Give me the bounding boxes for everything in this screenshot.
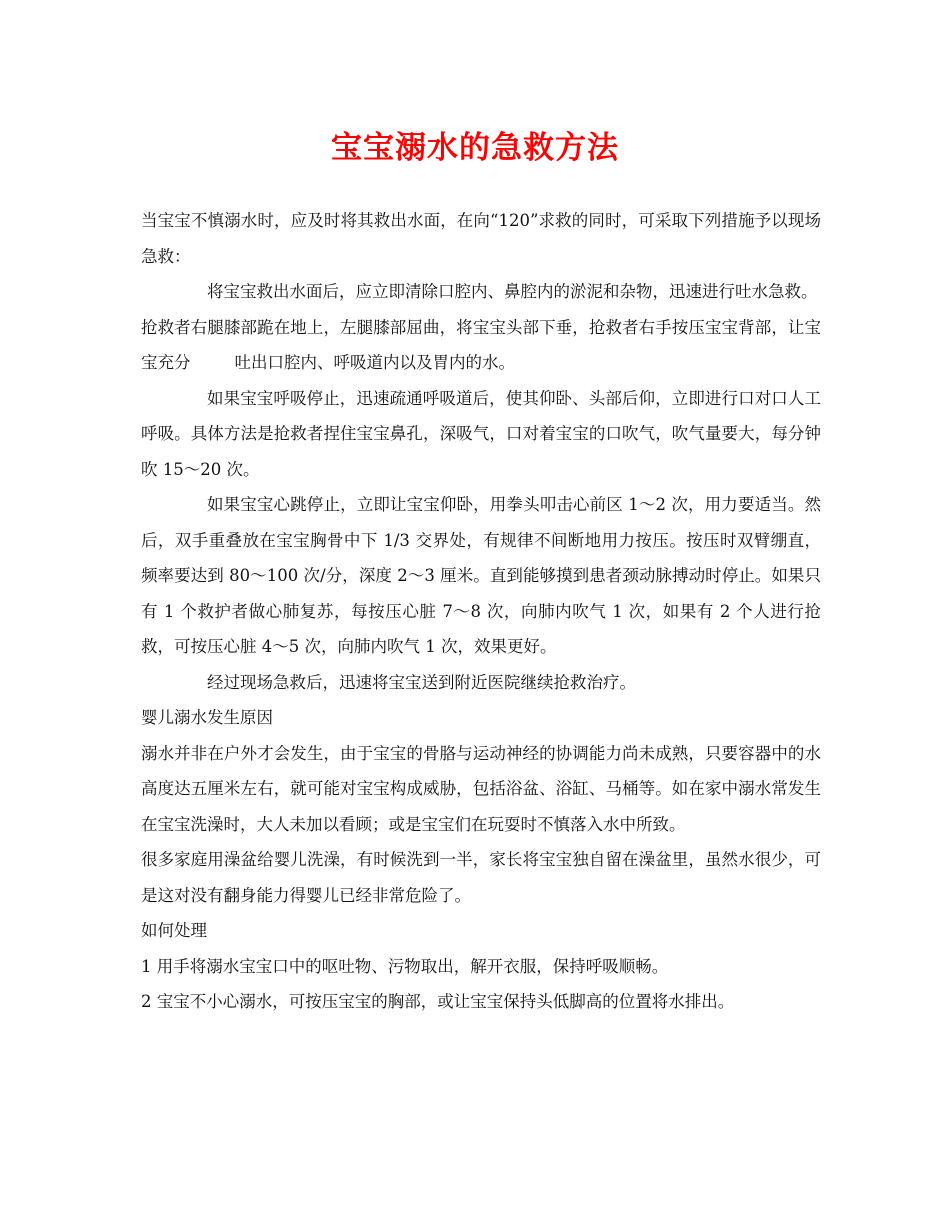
section-heading-causes: 婴儿溺水发生原因 <box>141 708 273 727</box>
causes-paragraph: 溺水并非在户外才会发生，由于宝宝的骨胳与运动神经的协调能力尚未成熟，只要容器中的水高度达五厘米左右，就可能对宝宝构成威胁，包括浴盆、浴缸、马桶等。如在家中溺水常发生在宝宝洗澡时，大人未加以看顾；或是宝宝们在玩耍时不慎落入水中所致。 <box>141 743 821 834</box>
hospital-paragraph: 经过现场急救后，迅速将宝宝送到附近医院继续抢救治疗。 <box>207 672 636 692</box>
bathtub-paragraph: 很多家庭用澡盆给婴儿洗澡，有时候洗到一半，家长将宝宝独自留在澡盆里，虽然水很少，可是这对没有翻身能力得婴儿已经非常危险了。 <box>141 850 821 905</box>
rescue-step-paragraph: 将宝宝救出水面后，应立即清除口腔内、鼻腔内的淤泥和杂物，迅速进行吐水急救。 <box>207 282 818 301</box>
cpr-paragraph: 如果宝宝心跳停止，立即让宝宝仰卧，用拳头叩击心前区 1～2 次，用力要适当。然后，双手重叠放在宝宝胸骨中下 1/3 交界处，有规律不间断地用力按压。按压时双臂绷直，频率要达到 80～100 次/分，深度 2～3 厘米。直到能够摸到患者颈动脉搏动时停止。如果只有 1 个救护者做心肺复苏，每按压心脏 7～8 次，向肺内吹气 1 次，如果有 2 个人进行抢救，可按压心脏 4～5 次，向肺内吹气 1 次，效果更好。 <box>141 495 821 656</box>
rescue-breathing-paragraph: 如果宝宝呼吸停止，迅速疏通呼吸道后，使其仰卧、头部后仰，立即进行口对口人工呼吸。具体方法是抢救者捏住宝宝鼻孔，深吸气，口对着宝宝的口吹气，吹气量要大，每分钟吹 15～20 次。 <box>141 388 821 479</box>
water-expulsion-text-start: 抢救者右腿膝部跪在地上，左腿膝部屈曲，将宝宝头部下垂，抢救者右手按压宝宝背部，让宝宝充分 <box>141 317 821 372</box>
list-item: 2 宝宝不小心溺水，可按压宝宝的胸部，或让宝宝保持头低脚高的位置将水排出。 <box>141 992 735 1011</box>
list-item: 1 用手将溺水宝宝口中的呕吐物、污物取出，解开衣服，保持呼吸顺畅。 <box>141 956 669 976</box>
water-expulsion-paragraph <box>141 310 821 381</box>
section-heading-handling: 如何处理 <box>141 921 207 940</box>
document-body <box>141 203 821 1020</box>
document-title: 宝宝溺水的急救方法 <box>331 130 619 166</box>
water-expulsion-text-end: 吐出口腔内、呼吸道内以及胃内的水。 <box>234 353 515 372</box>
intro-paragraph: 当宝宝不慎溺水时，应及时将其救出水面，在向“120”求救的同时，可采取下列措施予以现场急救： <box>141 211 821 266</box>
